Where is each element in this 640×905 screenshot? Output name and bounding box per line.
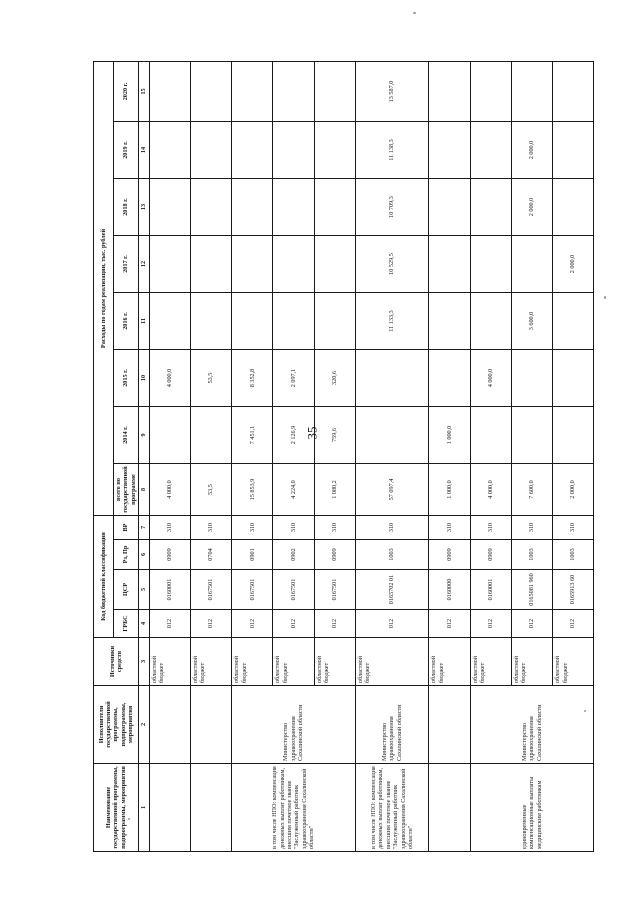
header-executor: Исполнители государственной программы, подпрограммы, мероприятия bbox=[94, 686, 139, 764]
cell-y2014: 2 126,9 bbox=[273, 407, 314, 464]
cell-y2014 bbox=[190, 407, 231, 464]
cell-y2016 bbox=[470, 293, 511, 350]
cell-y2020 bbox=[149, 61, 190, 121]
header-year: 2015 г. bbox=[114, 350, 139, 407]
cell-y2014: 759,6 bbox=[314, 407, 355, 464]
cell-y2014 bbox=[149, 407, 190, 464]
header-total: всего по государственной программе bbox=[114, 464, 139, 516]
cell-y2015: 53,5 bbox=[190, 350, 231, 407]
col-number: 2 bbox=[139, 686, 149, 764]
table-row bbox=[429, 61, 470, 851]
cell-rzpr: 1003 bbox=[553, 540, 594, 570]
cell-y2017 bbox=[190, 236, 231, 293]
cell-rzpr: 0901 bbox=[232, 540, 273, 570]
cell-program-name: в том числе НПО: компенсация денежных выплат работникам, внесшим почетное звание "Заслуженный работник здравоохранения Сахалинской области" bbox=[355, 764, 429, 852]
cell-source: областной бюджет bbox=[149, 638, 190, 686]
table-row bbox=[470, 61, 511, 851]
cell-total: 2 000,0 bbox=[553, 464, 594, 516]
col-number: 12 bbox=[139, 236, 149, 293]
cell-y2019 bbox=[553, 122, 594, 179]
cell-grbs: 012 bbox=[273, 610, 314, 638]
cell-y2018 bbox=[553, 179, 594, 236]
cell-y2017 bbox=[429, 236, 470, 293]
cell-rzpr: 0909 bbox=[429, 540, 470, 570]
cell-total: 57 097,4 bbox=[355, 464, 429, 516]
cell-y2014: 1 000,0 bbox=[429, 407, 470, 464]
cell-y2016 bbox=[553, 293, 594, 350]
header-year: 2020 г. bbox=[114, 61, 139, 121]
cell-source: областной бюджет bbox=[232, 638, 273, 686]
cell-y2017 bbox=[149, 236, 190, 293]
cell-source: областной бюджет bbox=[429, 638, 470, 686]
table-row bbox=[149, 61, 190, 851]
table-row bbox=[232, 61, 273, 851]
cell-y2020 bbox=[511, 61, 552, 121]
col-number: 11 bbox=[139, 293, 149, 350]
cell-y2016 bbox=[232, 293, 273, 350]
cell-y2019 bbox=[273, 122, 314, 179]
cell-y2016 bbox=[149, 293, 190, 350]
cell-executor: Министерство здравоохранения Сахалинской области bbox=[232, 686, 356, 764]
cell-grbs: 012 bbox=[429, 610, 470, 638]
cell-y2018: 10 709,3 bbox=[355, 179, 429, 236]
cell-vr: 310 bbox=[355, 516, 429, 540]
cell-y2019: 11 138,3 bbox=[355, 122, 429, 179]
cell-grbs: 012 bbox=[190, 610, 231, 638]
header-year: 2018 г. bbox=[114, 179, 139, 236]
col-number: 15 bbox=[139, 61, 149, 121]
cell-y2015: 4 000,0 bbox=[470, 350, 511, 407]
cell-y2019 bbox=[190, 122, 231, 179]
header-year: 2017 г. bbox=[114, 236, 139, 293]
cell-y2016 bbox=[314, 293, 355, 350]
header-vr: ВР bbox=[114, 516, 139, 540]
cell-y2020 bbox=[314, 61, 355, 121]
cell-grbs: 012 bbox=[511, 610, 552, 638]
cell-grbs: 012 bbox=[355, 610, 429, 638]
cell-y2015 bbox=[355, 350, 429, 407]
col-number: 7 bbox=[139, 516, 149, 540]
cell-vr: 310 bbox=[190, 516, 231, 540]
header-expenses: Расходы по годам реализации, тыс. рублей bbox=[94, 61, 114, 515]
cell-source: областной бюджет bbox=[553, 638, 594, 686]
cell-vr: 310 bbox=[149, 516, 190, 540]
cell-y2019 bbox=[149, 122, 190, 179]
cell-rzpr: 1003 bbox=[511, 540, 552, 570]
cell-y2019: 2 000,0 bbox=[511, 122, 552, 179]
cell-csr: 0165081 960 bbox=[511, 570, 552, 610]
table-row bbox=[355, 61, 429, 851]
cell-y2017: 2 000,0 bbox=[553, 236, 594, 293]
cell-csr: 0167501 bbox=[314, 570, 355, 610]
scan-speck bbox=[413, 12, 416, 14]
cell-y2015: 8 352,8 bbox=[232, 350, 273, 407]
cell-csr: 0160001 bbox=[470, 570, 511, 610]
cell-y2017 bbox=[511, 236, 552, 293]
header-year: 2019 г. bbox=[114, 122, 139, 179]
cell-program-name: единовременные компенсационные выплаты медицинским работникам bbox=[470, 764, 594, 852]
cell-y2016: 3 600,0 bbox=[511, 293, 552, 350]
table-row bbox=[190, 61, 231, 851]
header-name: Наименование государственной программы, подпрограммы, мероприятия bbox=[94, 764, 139, 852]
cell-grbs: 012 bbox=[149, 610, 190, 638]
cell-y2018 bbox=[273, 179, 314, 236]
header-budget-class: Код бюджетной классификации bbox=[94, 516, 114, 638]
cell-csr: 0167501 bbox=[273, 570, 314, 610]
cell-y2014 bbox=[470, 407, 511, 464]
cell-total: 7 600,0 bbox=[511, 464, 552, 516]
col-number: 6 bbox=[139, 540, 149, 570]
cell-y2019 bbox=[314, 122, 355, 179]
cell-y2016 bbox=[190, 293, 231, 350]
cell-y2017 bbox=[470, 236, 511, 293]
cell-program-name bbox=[149, 764, 190, 852]
cell-y2014 bbox=[355, 407, 429, 464]
cell-total: 4 000,0 bbox=[149, 464, 190, 516]
cell-y2019 bbox=[470, 122, 511, 179]
cell-source: областной бюджет bbox=[511, 638, 552, 686]
header-year: 2016 г. bbox=[114, 293, 139, 350]
header-source: Источники средств bbox=[94, 638, 139, 686]
cell-source: областной бюджет bbox=[314, 638, 355, 686]
cell-y2020 bbox=[470, 61, 511, 121]
cell-grbs: 012 bbox=[232, 610, 273, 638]
cell-total: 15 853,9 bbox=[232, 464, 273, 516]
cell-y2016 bbox=[429, 293, 470, 350]
col-number: 5 bbox=[139, 570, 149, 610]
cell-y2014: 7 451,1 bbox=[232, 407, 273, 464]
cell-program-name: в том числе НПО: компенсация денежных выплат работникам, внесшим почетное звание "Заслуженный работник здравоохранения Сахалинской области" bbox=[232, 764, 356, 852]
cell-total: 1 000,0 bbox=[429, 464, 470, 516]
cell-y2014 bbox=[511, 407, 552, 464]
cell-vr: 310 bbox=[232, 516, 273, 540]
cell-rzpr: 0909 bbox=[470, 540, 511, 570]
cell-executor: Министерство здравоохранения Сахалинской области bbox=[470, 686, 594, 764]
rotated-table-wrapper bbox=[93, 62, 593, 852]
cell-y2020 bbox=[232, 61, 273, 121]
cell-rzpr: 0704 bbox=[190, 540, 231, 570]
cell-y2014 bbox=[553, 407, 594, 464]
cell-vr: 310 bbox=[314, 516, 355, 540]
cell-grbs: 012 bbox=[470, 610, 511, 638]
cell-source: областной бюджет bbox=[355, 638, 429, 686]
cell-y2017 bbox=[273, 236, 314, 293]
cell-y2019 bbox=[429, 122, 470, 179]
cell-y2015: 4 000,0 bbox=[149, 350, 190, 407]
cell-y2016 bbox=[273, 293, 314, 350]
cell-y2017 bbox=[232, 236, 273, 293]
cell-total: 4 224,0 bbox=[273, 464, 314, 516]
cell-y2018 bbox=[429, 179, 470, 236]
col-number: 8 bbox=[139, 464, 149, 516]
cell-y2018: 2 000,0 bbox=[511, 179, 552, 236]
col-number: 13 bbox=[139, 179, 149, 236]
cell-grbs: 012 bbox=[553, 610, 594, 638]
cell-y2015 bbox=[553, 350, 594, 407]
cell-executor bbox=[190, 686, 231, 764]
cell-program-name bbox=[190, 764, 231, 852]
col-number: 9 bbox=[139, 407, 149, 464]
cell-total: 1 080,2 bbox=[314, 464, 355, 516]
column-number-row bbox=[139, 61, 149, 851]
cell-y2017: 10 529,5 bbox=[355, 236, 429, 293]
cell-total: 4 000,0 bbox=[470, 464, 511, 516]
cell-y2015: 2 097,1 bbox=[273, 350, 314, 407]
cell-executor bbox=[429, 686, 470, 764]
cell-source: областной бюджет bbox=[470, 638, 511, 686]
cell-csr: 0160000 bbox=[429, 570, 470, 610]
cell-rzpr: 0909 bbox=[314, 540, 355, 570]
cell-y2018 bbox=[232, 179, 273, 236]
cell-csr: 0167501 bbox=[232, 570, 273, 610]
cell-y2018 bbox=[314, 179, 355, 236]
cell-executor bbox=[149, 686, 190, 764]
cell-y2017 bbox=[314, 236, 355, 293]
cell-rzpr: 1003 bbox=[355, 540, 429, 570]
col-number: 3 bbox=[139, 638, 149, 686]
header-grbs: ГРБС bbox=[114, 610, 139, 638]
cell-csr: 0165913 60 bbox=[553, 570, 594, 610]
cell-y2020 bbox=[553, 61, 594, 121]
table-body bbox=[149, 61, 594, 851]
cell-y2018 bbox=[149, 179, 190, 236]
cell-executor: Министерство здравоохранения Сахалинской области bbox=[355, 686, 429, 764]
page-number: 35 bbox=[304, 426, 320, 440]
cell-vr: 310 bbox=[273, 516, 314, 540]
header-csr: ЦСР bbox=[114, 570, 139, 610]
cell-source: областной бюджет bbox=[273, 638, 314, 686]
cell-y2020: 13 587,0 bbox=[355, 61, 429, 121]
cell-vr: 310 bbox=[429, 516, 470, 540]
cell-csr: 0165702 01 bbox=[355, 570, 429, 610]
header-year: 2014 г. bbox=[114, 407, 139, 464]
cell-vr: 310 bbox=[511, 516, 552, 540]
cell-rzpr: 0902 bbox=[273, 540, 314, 570]
scan-speck bbox=[604, 296, 606, 299]
cell-y2015 bbox=[429, 350, 470, 407]
col-number: 10 bbox=[139, 350, 149, 407]
cell-y2018 bbox=[190, 179, 231, 236]
cell-y2016: 11 133,3 bbox=[355, 293, 429, 350]
cell-source: областной бюджет bbox=[190, 638, 231, 686]
cell-grbs: 012 bbox=[314, 610, 355, 638]
cell-csr: 0167501 bbox=[190, 570, 231, 610]
cell-program-name bbox=[429, 764, 470, 852]
cell-y2019 bbox=[232, 122, 273, 179]
cell-y2020 bbox=[429, 61, 470, 121]
col-number: 14 bbox=[139, 122, 149, 179]
cell-y2020 bbox=[273, 61, 314, 121]
cell-total: 53,5 bbox=[190, 464, 231, 516]
header-rzpr: Рз, Пр bbox=[114, 540, 139, 570]
cell-y2015 bbox=[511, 350, 552, 407]
col-number: 4 bbox=[139, 610, 149, 638]
cell-rzpr: 0909 bbox=[149, 540, 190, 570]
col-number: 1 bbox=[139, 764, 149, 852]
program-expenses-table bbox=[93, 61, 594, 852]
cell-y2018 bbox=[470, 179, 511, 236]
cell-csr: 0160001 bbox=[149, 570, 190, 610]
cell-y2015: 320,6 bbox=[314, 350, 355, 407]
cell-vr: 310 bbox=[553, 516, 594, 540]
cell-y2020 bbox=[190, 61, 231, 121]
cell-vr: 310 bbox=[470, 516, 511, 540]
